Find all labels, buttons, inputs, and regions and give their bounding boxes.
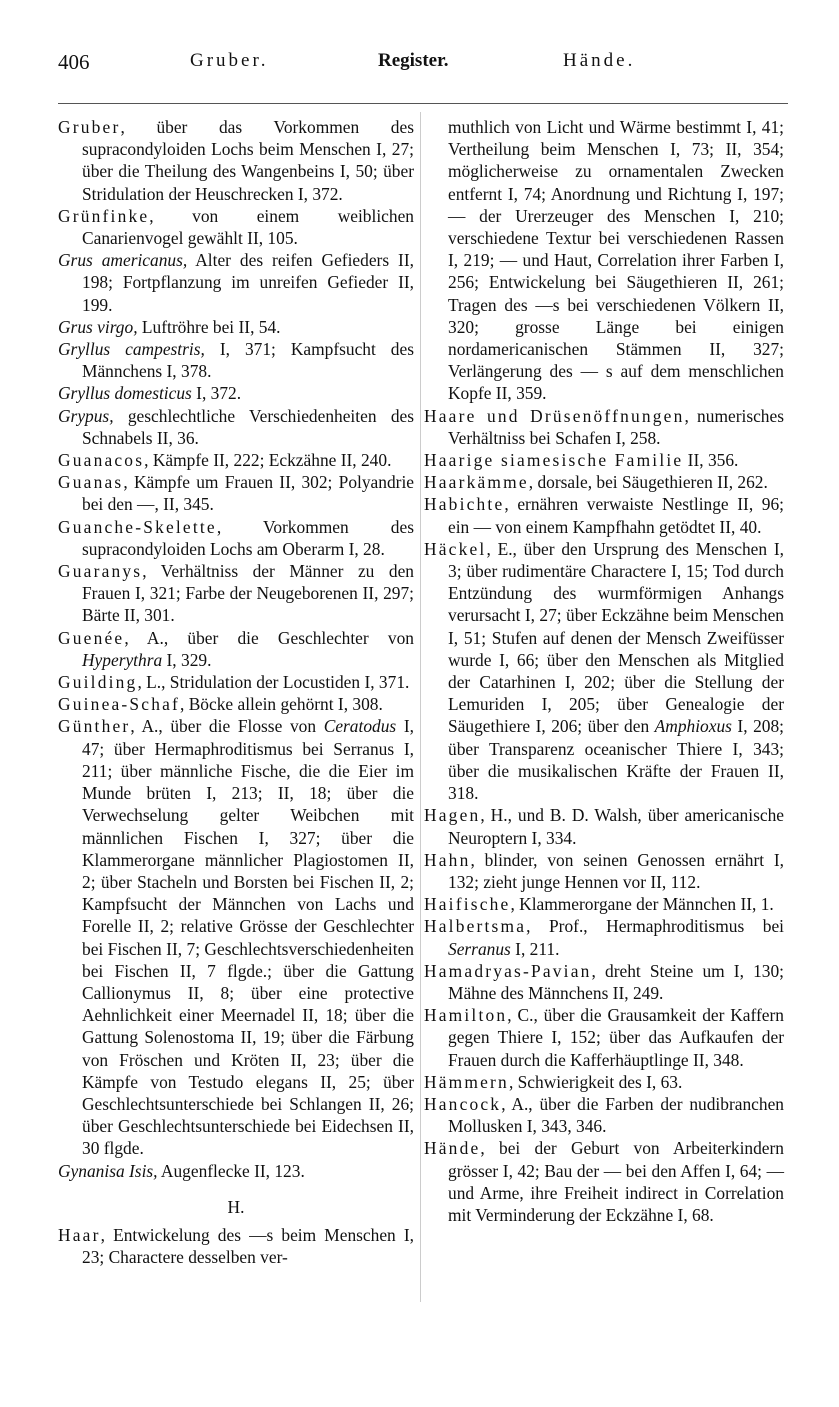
index-entry [58,449,414,471]
index-entry [58,715,414,1159]
entry-text: , dreht Steine um I, 130; Mähne des Männchens II, 249. [448,960,784,1003]
entry-text: , A., über die Farben der nudibranchen Mollusken I, 343, 346. [448,1093,784,1137]
entry-text: , L., Stridulation der Locustiden I, 371. [137,672,410,693]
index-entry [58,405,414,449]
entry-italic-term: Serranus [448,938,511,959]
entry-headword: Halbertsma [424,916,527,937]
index-entry [424,405,784,449]
index-entry [58,316,414,338]
entry-headword-italic: Gryllus campestris, [58,339,205,360]
entry-headword-italic: Grus americanus, [58,250,188,271]
index-entry [58,693,414,715]
entry-headword-italic: Grypus, [58,405,114,426]
entry-italic-term: Amphioxus [654,716,732,737]
index-entry [58,1160,414,1182]
entry-headword: Guilding [58,672,138,693]
header-left: Gruber. [190,50,269,71]
entry-headword: Habichte [424,494,505,515]
entry-text: , A., über die Geschlechter von [124,627,414,648]
entry-text: I, 211. [510,938,560,959]
entry-text: Augenflecke II, 123. [157,1160,305,1181]
page-number: 406 [58,50,90,74]
left-column [58,116,414,1268]
right-column [424,116,784,1226]
index-entry [424,1004,784,1071]
entry-headword: Guenée [58,627,125,648]
section-letter: H. [227,1196,245,1217]
entry-headword: Haar [58,1224,101,1245]
index-entry [424,1071,784,1093]
index-entry [424,471,784,493]
header-center: Register. [378,50,449,71]
index-entry [424,1137,784,1226]
index-entry [424,893,784,915]
index-entry [424,493,784,537]
entry-text: , Vorkommen des supracondyloiden Lochs am Oberarm I, 28. [82,516,414,559]
index-entry [58,338,414,382]
entry-text: , Verhältniss der Männer zu den Frauen I, 321; Farbe der Neugeborenen II, 297; Bärte II, 301. [82,561,414,626]
entry-headword: Hancock [424,1093,502,1114]
entry-text: Alter des reifen Gefieders II, 198; Fortpflanzung im unreifen Gefieder II, 199. [82,250,414,315]
index-entry [58,1224,414,1268]
index-entry [424,116,784,405]
entry-headword: Haare und Drüsenöffnungen [424,405,685,426]
entry-text: , ernähren verwaiste Nestlinge II, 96; ein — von einem Kampfhahn getödtet II, 40. [448,494,784,537]
entry-headword: Häckel [424,538,487,559]
entry-text: , E., über den Ursprung des Menschen I, 3; über rudimentäre Charactere I, 15; Tod durch Entzündung des wurmförmigen Anhangs verursacht I, 27; über Eckzähne beim Menschen I, 51; Stufen auf denen der Mensch Zweifüsser wurde I, 66; über den Menschen als Mitglied der Catarhinen I, 202; über die Stellung der Lemuriden I, 205; über Genealogie der Säugethiere I, 206; über den [448,538,784,737]
entry-text: , Entwickelung des —s beim Menschen I, 23; Charactere desselben ver- [82,1224,414,1268]
header-right: Hände. [563,50,636,71]
entry-text: Luftröhre bei II, 54. [137,316,281,337]
entry-text: , bei der Geburt von Arbeiterkindern grösser I, 42; Bau der — bei den Affen I, 64; — und Arme, ihre Freiheit indirect in Correlation mit Verminderung der Eckzähne I, 68. [448,1138,784,1225]
entry-text: , über das Vorkommen des supracondyloiden Lochs beim Menschen I, 27; über die Theilung des Wangenbeins I, 50; über Stridulation der Heuschrecken I, 372. [82,117,414,204]
entry-text: , von einem weiblichen Canarienvogel gewählt II, 105. [82,205,414,249]
entry-headword: Guinea-Schaf [58,694,181,715]
running-header [58,50,788,80]
entry-headword: Hahn [424,849,471,870]
index-entry [58,471,414,515]
entry-continuation: muthlich von Licht und Wärme bestimmt I, 41; Vertheilung beim Menschen I, 73; II, 354; möglicherweise zu ornamentalen Zwecken entfernt I, 74; Anordnung und Richtung I, 197; — der Urerzeuger des Menschen I, 210; verschiedene Textur bei verschiedenen Rassen I, 219; — und Haut, Correlation ihrer Farben I, 256; Entwickelung bei Säugethieren II, 261; Tragen des —s bei verschiedenen Völkern II, 320; grosse Länge bei einigen nordamericanischen Stämmen II, 327; Verlängerung des — s auf dem menschlichen Kopfe II, 359. [448,117,784,404]
entry-text: , numerisches Verhältniss bei Schafen I, 258. [448,405,784,448]
entry-headword: Guanche-Skelette [58,516,217,537]
entry-text: II, 356. [683,450,739,471]
index-entry [424,960,784,1004]
entry-text: , Böcke allein gehörnt I, 308. [180,694,383,715]
entry-text: geschlechtliche Verschiedenheiten des Schnabels II, 36. [82,405,414,448]
entry-italic-term: Hyperythra [82,649,163,670]
index-entry [58,560,414,627]
entry-headword: Guanacos [58,450,145,471]
index-entry [58,627,414,671]
index-entry [424,849,784,893]
entry-headword: Guanas [58,472,124,493]
entry-text: , Schwierigkeit des I, 63. [508,1071,683,1092]
index-entry [58,249,414,316]
entry-headword: Haarkämme [424,472,529,493]
entry-headword: Günther [58,716,131,737]
index-entry [58,671,414,693]
index-entry [424,1093,784,1137]
entry-headword: Grünfinke [58,205,150,226]
entry-text: , Kämpfe um Frauen II, 302; Polyandrie bei den —, II, 345. [82,472,414,515]
entry-text: , blinder, von seinen Genossen ernährt I, 132; zieht junge Hennen vor II, 112. [448,849,784,892]
entry-text: , Klammerorgane der Männchen II, 1. [510,894,774,915]
entry-headword-italic: Grus virgo, [58,316,138,337]
entry-headword: Haifische [424,894,511,915]
entry-text: I, 47; über Hermaphroditismus bei Serranus I, 211; über männliche Fische, die die Eier im Munde brüten I, 213; II, 18; über die Verwechselung gelter Weibchen mit männlichen Fischen I, 327; über die Klammerorgane männlicher Plagiostomen II, 2; über Stacheln und Borsten bei Fischen II, 2; Kampfsucht der Männchen von Lachs und Forelle II, 2; relative Grösse der Geschlechter bei Fischen II, 7; Geschlechtsverschiedenheiten bei Fischen II, 7 flgde.; über die Gattung Callionymus II, 8; über eine protective Aehnlichkeit einer Meernadel II, 18; über die Gattung Solenostoma II, 19; über die Färbung von Fröschen und Kröten II, 23; über die Kämpfe von Testudo elegans II, 25; über Geschlechtsunterschiede bei Schlangen II, 26; über Geschlechtsunterschiede bei Eidechsen II, 30 flgde. [82,716,414,1159]
entry-headword: Haarige siamesische Familie [424,450,684,471]
entry-text: , H., und B. D. Walsh, über americanische Neuroptern I, 334. [448,805,784,848]
index-entry [58,205,414,249]
entry-text: I, 371; Kampfsucht des Männchens I, 378. [82,339,414,382]
entry-text: , A., über die Flosse von [130,716,324,737]
entry-headword: Hamilton [424,1005,508,1026]
entry-text: I, 329. [162,649,212,670]
entry-headword: Hände [424,1138,481,1159]
entry-text: , dorsale, bei Säugethieren II, 262. [528,472,768,493]
entry-italic-term: Ceratodus [323,716,397,737]
index-entry [424,449,784,471]
entry-headword: Guaranys [58,561,143,582]
entry-text: I, 372. [191,383,242,404]
index-entry [58,516,414,560]
entry-headword: Hämmern [424,1071,509,1092]
index-entry [424,804,784,848]
entry-text: , C., über die Grausamkeit der Kaffern gegen Thiere I, 152; über das Aufkaufen der Frauen durch die Kafferhäuptlinge II, 348. [448,1005,784,1070]
index-entry [58,382,414,404]
entry-text: , Kämpfe II, 222; Eckzähne II, 240. [144,450,392,471]
index-entry [424,538,784,804]
entry-headword-italic: Gynanisa Isis, [58,1160,158,1181]
entry-headword: Gruber [58,117,121,137]
index-entry [58,116,414,205]
header-rule [58,103,788,104]
entry-headword-italic: Gryllus domesticus [58,383,192,404]
entry-headword: Hamadryas-Pavian [424,960,592,981]
entry-text: I, 208; über Transparenz oceanischer Thiere I, 343; über die musikalischen Kräfte der Frauen II, 318. [448,716,784,804]
index-entry [424,915,784,959]
entry-text: , Prof., Hermaphroditismus bei [526,916,784,937]
entry-headword: Hagen [424,805,481,826]
column-divider [420,112,421,1302]
